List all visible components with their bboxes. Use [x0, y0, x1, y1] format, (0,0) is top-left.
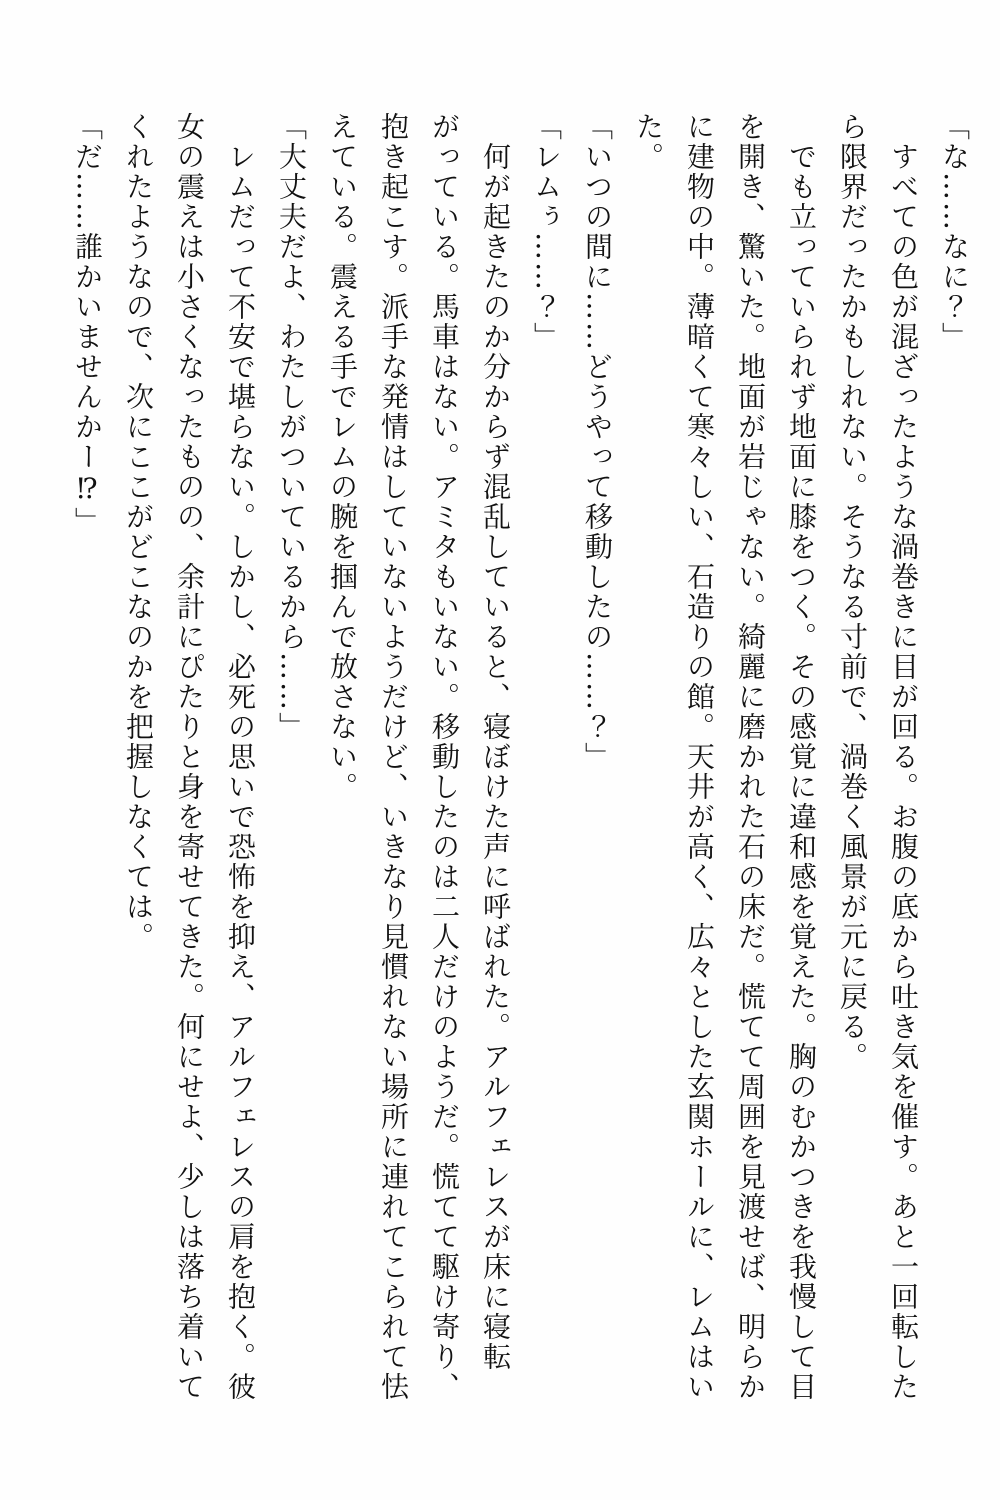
text-line: 抱き起こす。派手な発情はしていないようだけど、いきなり見慣れない場所に連れてこられて怯	[377, 112, 410, 1402]
text-line: えている。震える手でレムの腕を掴んで放さない。	[326, 112, 359, 802]
text-line: 女の震えは小さくなったものの、余計にぴたりと身を寄せてきた。何にせよ、少しは落ち着いて	[173, 112, 206, 1402]
text-line: レムだって不安で堪らない。しかし、必死の思いで恐怖を抑え、アルフェレスの肩を抱く。彼	[224, 112, 257, 1402]
text-line: くれたようなので、次にここがどこなのかを把握しなくては。	[122, 112, 155, 952]
text-line: 「だ……誰かいませんかー⁉」	[71, 112, 104, 537]
text-block	[62, 112, 980, 1412]
text-line: た。	[632, 112, 665, 172]
text-line: すべての色が混ざったような渦巻きに目が回る。お腹の底から吐き気を催す。あと一回転した	[887, 112, 920, 1402]
text-line: 「大丈夫だよ、わたしがついているから……」	[275, 112, 308, 742]
text-line: 「レムぅ……？」	[530, 112, 563, 352]
text-line: 「な……なに？」	[938, 112, 971, 352]
text-line: に建物の中。薄暗くて寒々しい、石造りの館。天井が高く、広々とした玄関ホールに、レムはい	[683, 112, 716, 1402]
text-line: がっている。馬車はない。アミタもいない。移動したのは二人だけのようだ。慌てて駆け寄り、	[428, 112, 461, 1402]
text-line: 何が起きたのか分からず混乱していると、寝ぼけた声に呼ばれた。アルフェレスが床に寝転	[479, 112, 512, 1372]
text-line: でも立っていられず地面に膝をつく。その感覚に違和感を覚えた。胸のむかつきを我慢して目	[785, 112, 818, 1402]
text-line: ら限界だったかもしれない。そうなる寸前で、渦巻く風景が元に戻る。	[836, 112, 869, 1072]
text-line: を開き、驚いた。地面が岩じゃない。綺麗に磨かれた石の床だ。慌てて周囲を見渡せば、明らか	[734, 112, 767, 1402]
text-line: 「いつの間に……どうやって移動したの……？」	[581, 112, 614, 772]
